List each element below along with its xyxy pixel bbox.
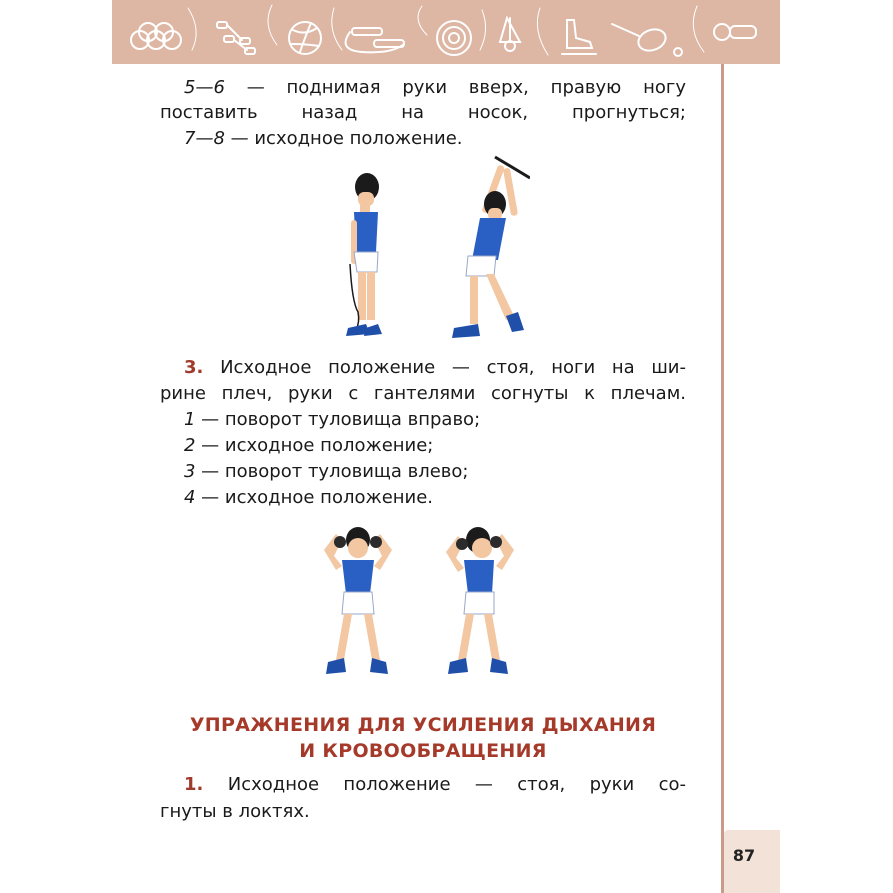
step-text: — поднимая руки вверх, правую ногу [224,77,686,98]
page-margin-rule [721,64,724,893]
exercise-text: Исходное положение — стоя, ноги на ши- [203,357,686,378]
skate-icon [562,20,596,54]
shuttlecock-icon [500,18,520,51]
step-text: — исходное положение. [224,128,463,149]
text-line: гнуты в локтях. [160,801,310,822]
volleyball-icon [289,22,321,54]
text-line [184,77,686,99]
exercise-illustration-standing-and-stretch [330,152,530,344]
step-line: 2 — исходное положение; [184,435,434,456]
page-number: 87 [732,846,756,865]
tennis-racket-icon [612,24,682,56]
section-title-line1: УПРАЖНЕНИЯ ДЛЯ УСИЛЕНИЯ ДЫХАНИЯ [189,714,657,736]
boy-stretching-figure [452,157,530,338]
sport-icons-strip [112,0,780,64]
step-line: 4 — исходное положение. [184,487,434,508]
text-line: рине плеч, руки с гантелями согнуты к плечам. [160,383,686,404]
step-number: 7—8 [184,128,225,149]
olympic-rings-icon [131,23,181,49]
text-line [184,357,686,379]
step-number: 5—6 [184,77,225,98]
boy-dumbbells-turned-figure [446,527,514,674]
header-banner [112,0,780,64]
text-line [184,128,462,150]
whistle-icon [714,24,756,40]
text-line: поставить назад на носок, прогнуться; [160,102,686,123]
dumbbells-icon [217,22,255,54]
boy-dumbbells-front-figure [324,527,392,674]
target-icon [437,21,471,55]
section-title-line2: И КРОВООБРАЩЕНИЯ [299,740,547,762]
step-line: 1 — поворот туловища вправо; [184,409,481,430]
step-line: 3 — поворот туловища влево; [184,461,469,482]
exercise-number: 3. [184,357,204,378]
jump-rope-icon [346,28,404,52]
exercise-illustration-dumbbells [318,522,518,680]
boy-standing-figure [346,173,382,336]
text-line [184,774,686,796]
exercise-number: 1. [184,774,204,795]
exercise-text: Исходное положение — стоя, руки со- [203,774,686,795]
